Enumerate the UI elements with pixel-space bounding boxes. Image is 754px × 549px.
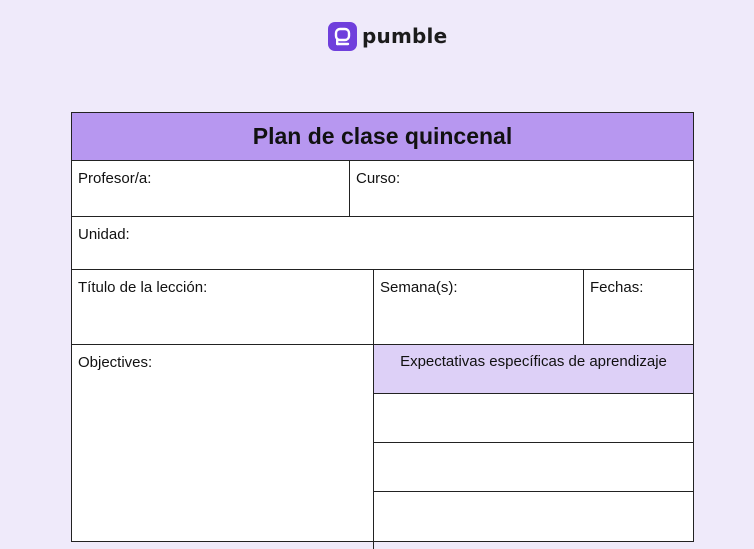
divider — [72, 269, 693, 270]
expectations-header-label: Expectativas específicas de aprendizaje — [400, 353, 667, 370]
divider — [583, 269, 584, 344]
divider — [374, 442, 693, 443]
divider — [72, 216, 693, 217]
brand-header — [328, 21, 447, 51]
lesson-plan-sheet — [71, 112, 694, 542]
dates-label: Fechas: — [590, 279, 644, 296]
course-label: Curso: — [356, 170, 401, 187]
title-band — [72, 113, 693, 160]
lesson-title-label: Título de la lección: — [78, 279, 208, 296]
document-title: Plan de clase quincenal — [252, 123, 513, 149]
objectives-label: Objectives: — [78, 354, 153, 371]
divider — [349, 160, 350, 216]
divider — [374, 393, 693, 394]
expectations-header — [374, 345, 693, 393]
divider — [374, 491, 693, 492]
teacher-label: Profesor/a: — [78, 170, 152, 187]
weeks-label: Semana(s): — [380, 279, 458, 296]
divider — [373, 269, 374, 549]
brand-name: pumble — [362, 23, 448, 48]
divider — [72, 160, 693, 161]
unit-label: Unidad: — [78, 226, 130, 243]
pumble-logo-icon — [328, 22, 357, 51]
